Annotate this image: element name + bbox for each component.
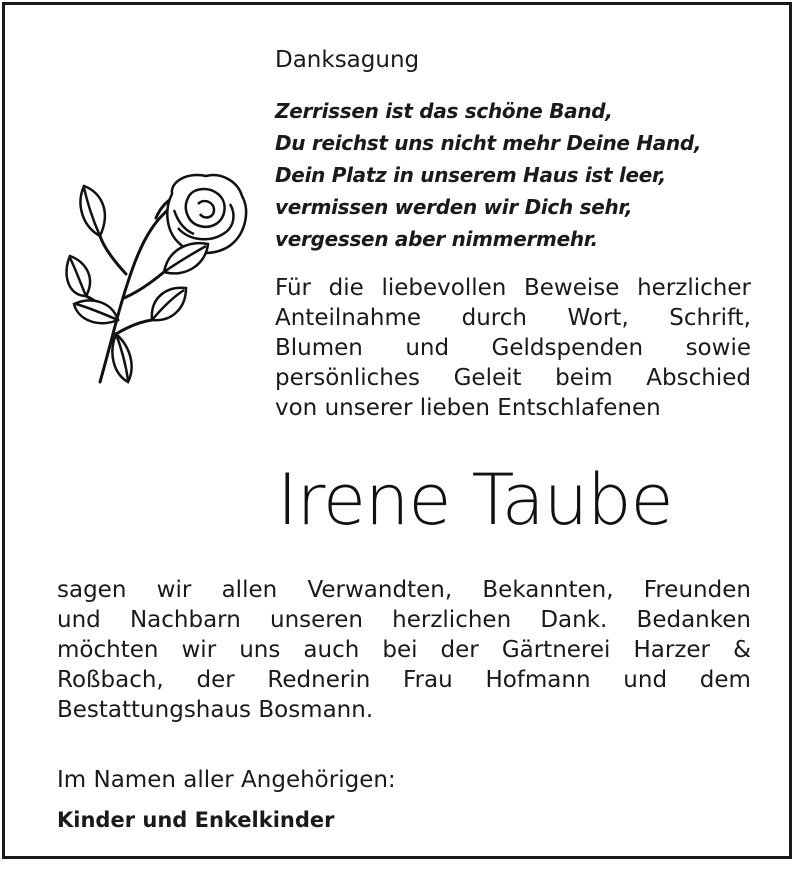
body-paragraph — [57, 575, 751, 725]
body-line — [57, 695, 751, 725]
poem-line: Dein Platz in unserem Haus ist leer, — [275, 163, 666, 187]
word: persönliches — [275, 365, 420, 391]
word: unseren — [270, 607, 363, 633]
word: Blumen — [275, 335, 363, 361]
word: Wort, — [567, 305, 629, 331]
word: wir — [181, 637, 217, 663]
word: möchten — [57, 637, 159, 663]
poem-line: Zerrissen ist das schöne Band, — [275, 99, 613, 123]
word: Nachbarn — [129, 607, 241, 633]
body-line — [57, 575, 751, 605]
thanks-line — [275, 393, 751, 423]
word: sagen — [57, 577, 127, 603]
word: herzlicher — [637, 275, 751, 301]
word: Harzer — [633, 637, 711, 663]
word: dem — [699, 667, 751, 693]
word: Roßbach, — [57, 667, 164, 693]
thanks-line — [275, 333, 751, 363]
word: wir — [156, 577, 192, 603]
poem-line: vermissen werden wir Dich sehr, — [275, 195, 633, 219]
word: herzlichen — [392, 607, 512, 633]
thanks-line — [275, 363, 751, 393]
word: und — [405, 335, 450, 361]
word: der — [440, 637, 479, 663]
body-line — [57, 635, 751, 665]
word: Frau — [403, 667, 453, 693]
word: beim — [555, 365, 613, 391]
word: allen — [221, 577, 278, 603]
poem-line: Du reichst uns nicht mehr Deine Hand, — [275, 131, 702, 155]
rose-illustration-icon — [60, 170, 255, 390]
body-line — [57, 605, 751, 635]
poem-line: vergessen aber nimmermehr. — [275, 227, 598, 251]
thanks-paragraph — [275, 273, 751, 423]
thanks-line — [275, 273, 751, 303]
word: Bekannten, — [482, 577, 614, 603]
obituary-frame — [2, 2, 792, 859]
word: Hofmann — [485, 667, 591, 693]
poem — [275, 95, 701, 255]
deceased-name: Irene Taube — [277, 459, 673, 541]
signoff-text: Im Namen aller Angehörigen: — [57, 767, 396, 793]
word: die — [328, 275, 364, 301]
word: Geldspenden — [491, 335, 644, 361]
word: und — [57, 607, 101, 633]
word: Bedanken — [636, 607, 751, 633]
word: auch — [303, 637, 360, 663]
word: Verwandten, — [307, 577, 453, 603]
word: Abschied — [646, 365, 751, 391]
word: Beweise — [524, 275, 620, 301]
body-line — [57, 665, 751, 695]
signature: Kinder und Enkelkinder — [57, 808, 335, 832]
word: Gärtnerei — [501, 637, 611, 663]
word: uns — [239, 637, 281, 663]
word: sowie — [685, 335, 751, 361]
word: Rednerin — [267, 667, 371, 693]
word: der — [196, 667, 235, 693]
word: liebevollen — [381, 275, 507, 301]
word: & — [733, 637, 751, 663]
word: Dank. — [540, 607, 608, 633]
word: Freunden — [643, 577, 751, 603]
word: bei — [382, 637, 418, 663]
word: Schrift, — [669, 305, 751, 331]
word: Für — [275, 275, 312, 301]
word: durch — [461, 305, 527, 331]
word: Bestattungshaus Bosmann. — [57, 697, 374, 723]
word: Geleit — [453, 365, 522, 391]
word: und — [623, 667, 668, 693]
word: von unserer lieben Entschlafenen — [275, 395, 661, 421]
thanks-line — [275, 303, 751, 333]
heading: Danksagung — [275, 47, 420, 73]
word: Anteilnahme — [275, 305, 422, 331]
